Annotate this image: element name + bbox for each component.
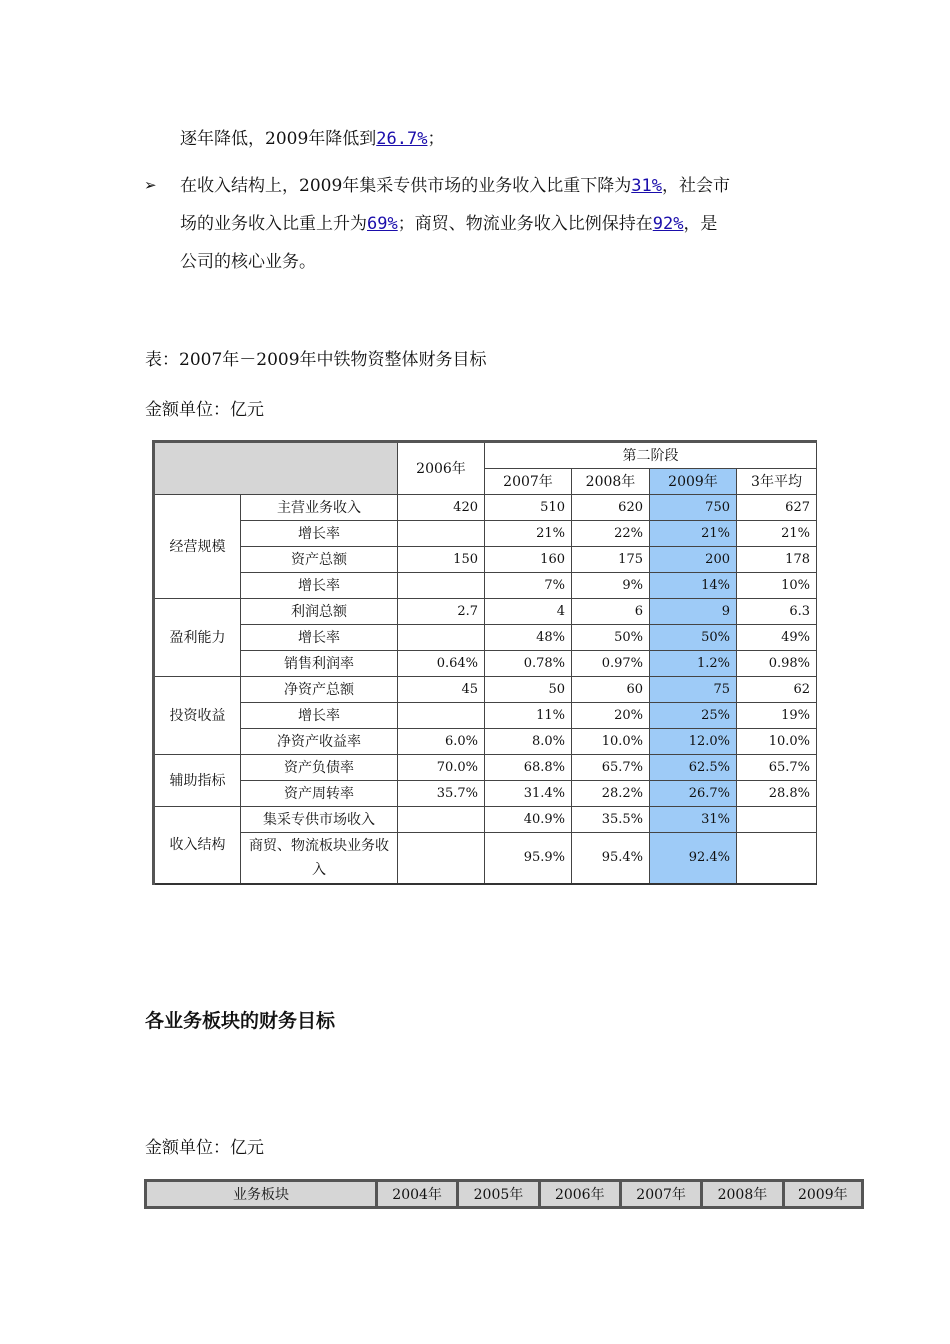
cell	[398, 807, 485, 833]
cell: 49%	[737, 625, 817, 651]
header-2005: 2005年	[458, 1181, 539, 1208]
cell	[737, 833, 817, 885]
row-label: 增长率	[241, 521, 398, 547]
row-label: 集采专供市场收入	[241, 807, 398, 833]
intro-bullet-line-2: 场的业务收入比重上升为69%；商贸、物流业务收入比例保持在92%，是	[180, 214, 718, 234]
cell: 0.78%	[485, 651, 572, 677]
cell: 750	[650, 495, 737, 521]
row-label: 利润总额	[241, 599, 398, 625]
cell: 95.9%	[485, 833, 572, 885]
row-label: 净资产收益率	[241, 729, 398, 755]
table-row	[154, 651, 817, 677]
cell: 92.4%	[650, 833, 737, 885]
link-92[interactable]: 92%	[652, 214, 684, 234]
row-label: 商贸、物流板块业务收入	[241, 833, 398, 885]
table-row	[154, 495, 817, 521]
cell: 26.7%	[650, 781, 737, 807]
cell: 31%	[650, 807, 737, 833]
cell: 0.97%	[572, 651, 650, 677]
cell: 160	[485, 547, 572, 573]
header-2007: 2007年	[620, 1181, 701, 1208]
row-label: 销售利润率	[241, 651, 398, 677]
cell: 19%	[737, 703, 817, 729]
cell: 28.2%	[572, 781, 650, 807]
cell: 12.0%	[650, 729, 737, 755]
cell: 62.5%	[650, 755, 737, 781]
table-row	[154, 677, 817, 703]
group-operation-scale: 经营规模	[154, 495, 241, 599]
header-2006: 2006年	[539, 1181, 620, 1208]
section2-unit: 金额单位：亿元	[145, 1138, 264, 1158]
cell: 25%	[650, 703, 737, 729]
link-26-7[interactable]: 26.7%	[376, 129, 428, 149]
cell: 10%	[737, 573, 817, 599]
cell: 65.7%	[572, 755, 650, 781]
table-row	[154, 807, 817, 833]
cell	[398, 833, 485, 885]
cell: 178	[737, 547, 817, 573]
cell	[398, 573, 485, 599]
header-stage-two: 第二阶段	[485, 442, 817, 469]
cell: 420	[398, 495, 485, 521]
link-31[interactable]: 31%	[631, 176, 662, 196]
group-auxiliary-indicators: 辅助指标	[154, 755, 241, 807]
arrow-bullet-icon: ➢	[144, 176, 157, 194]
header-2008: 2008年	[572, 469, 650, 495]
header-corner	[154, 442, 398, 495]
cell: 6.0%	[398, 729, 485, 755]
cell: 65.7%	[737, 755, 817, 781]
cell: 50%	[650, 625, 737, 651]
cell: 1.2%	[650, 651, 737, 677]
table-row	[154, 573, 817, 599]
segment-targets-table	[144, 1179, 864, 1209]
header-2006: 2006年	[398, 442, 485, 495]
row-label: 资产周转率	[241, 781, 398, 807]
header-2008: 2008年	[702, 1181, 783, 1208]
cell: 75	[650, 677, 737, 703]
group-profitability: 盈利能力	[154, 599, 241, 677]
table-row	[154, 625, 817, 651]
cell: 175	[572, 547, 650, 573]
header-2007: 2007年	[485, 469, 572, 495]
cell: 68.8%	[485, 755, 572, 781]
row-label: 资产负债率	[241, 755, 398, 781]
row-label: 净资产总额	[241, 677, 398, 703]
cell: 200	[650, 547, 737, 573]
table-row	[154, 703, 817, 729]
row-label: 增长率	[241, 625, 398, 651]
cell: 4	[485, 599, 572, 625]
header-3yr-avg: 3年平均	[737, 469, 817, 495]
cell: 11%	[485, 703, 572, 729]
header-2009: 2009年	[783, 1181, 862, 1208]
cell: 6.3	[737, 599, 817, 625]
financial-targets-table	[152, 440, 817, 885]
cell: 0.64%	[398, 651, 485, 677]
group-income-structure: 收入结构	[154, 807, 241, 885]
cell: 10.0%	[737, 729, 817, 755]
cell: 6	[572, 599, 650, 625]
table-row	[154, 833, 817, 885]
header-row-1	[154, 442, 817, 469]
cell: 8.0%	[485, 729, 572, 755]
cell: 21%	[650, 521, 737, 547]
header-segment: 业务板块	[146, 1181, 377, 1208]
row-label: 资产总额	[241, 547, 398, 573]
cell: 22%	[572, 521, 650, 547]
group-investment-return: 投资收益	[154, 677, 241, 755]
row-label: 主营业务收入	[241, 495, 398, 521]
cell: 20%	[572, 703, 650, 729]
cell	[398, 625, 485, 651]
cell: 9%	[572, 573, 650, 599]
cell: 70.0%	[398, 755, 485, 781]
cell: 7%	[485, 573, 572, 599]
cell: 95.4%	[572, 833, 650, 885]
cell	[398, 521, 485, 547]
link-69[interactable]: 69%	[367, 214, 398, 234]
cell: 9	[650, 599, 737, 625]
cell: 2.7	[398, 599, 485, 625]
cell: 45	[398, 677, 485, 703]
table-row	[154, 755, 817, 781]
cell: 40.9%	[485, 807, 572, 833]
row-label: 增长率	[241, 573, 398, 599]
cell: 150	[398, 547, 485, 573]
table-row	[154, 599, 817, 625]
intro-bullet-line-1: 在收入结构上，2009年集采专供市场的业务收入比重下降为31%，社会市	[180, 176, 730, 196]
intro-line-1: 逐年降低，2009年降低到26.7%；	[180, 129, 445, 149]
cell: 35.7%	[398, 781, 485, 807]
table-row	[154, 781, 817, 807]
cell: 62	[737, 677, 817, 703]
cell: 510	[485, 495, 572, 521]
section-heading: 各业务板块的财务目标	[145, 1010, 336, 1032]
cell	[398, 703, 485, 729]
table-row	[154, 521, 817, 547]
table-row	[154, 547, 817, 573]
header-2004: 2004年	[376, 1181, 457, 1208]
table-row	[154, 729, 817, 755]
header-row	[146, 1181, 863, 1208]
cell: 28.8%	[737, 781, 817, 807]
cell: 10.0%	[572, 729, 650, 755]
cell: 620	[572, 495, 650, 521]
cell: 48%	[485, 625, 572, 651]
cell: 21%	[485, 521, 572, 547]
header-2009: 2009年	[650, 469, 737, 495]
cell: 14%	[650, 573, 737, 599]
intro-bullet-line-3: 公司的核心业务。	[180, 252, 316, 272]
cell: 627	[737, 495, 817, 521]
cell: 50	[485, 677, 572, 703]
table1-unit: 金额单位：亿元	[145, 400, 264, 420]
cell: 60	[572, 677, 650, 703]
cell: 35.5%	[572, 807, 650, 833]
cell: 0.98%	[737, 651, 817, 677]
row-label: 增长率	[241, 703, 398, 729]
table1-caption: 表：2007年－2009年中铁物资整体财务目标	[145, 350, 487, 370]
cell	[737, 807, 817, 833]
cell: 21%	[737, 521, 817, 547]
cell: 31.4%	[485, 781, 572, 807]
cell: 50%	[572, 625, 650, 651]
